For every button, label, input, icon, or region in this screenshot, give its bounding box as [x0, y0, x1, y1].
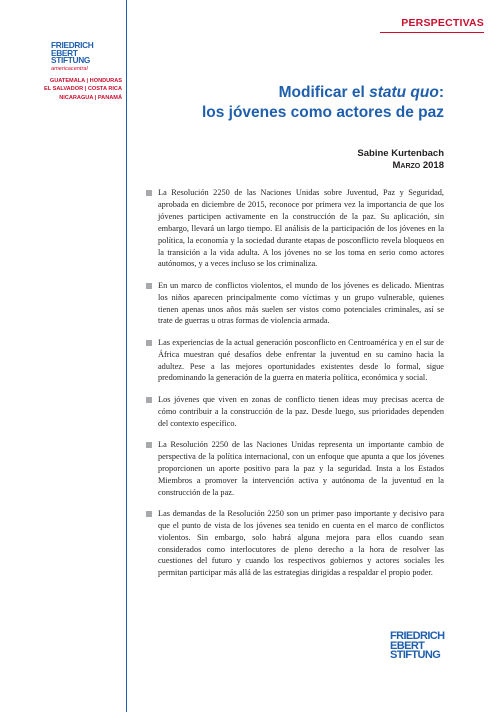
title-italic: statu quo [369, 84, 439, 101]
summary-paragraph [146, 337, 444, 385]
fes-logo-side [51, 42, 123, 72]
square-bullet-icon [146, 511, 152, 517]
bottom-logo-line-3: STIFTUNG [390, 649, 441, 662]
square-bullet-icon [146, 442, 152, 448]
title-line-2: los jóvenes como actores de paz [201, 104, 444, 121]
bottom-logo-line-2: EBERT [390, 639, 425, 652]
title-line-1 [180, 83, 444, 103]
date-month: Marzo [392, 160, 421, 171]
bottom-logo-line-1: FRIEDRICH [390, 630, 445, 642]
logo-line-1: FRIEDRICH [51, 40, 94, 50]
vertical-divider [126, 0, 127, 712]
summary-paragraph [146, 439, 444, 499]
summary-paragraph [146, 508, 444, 579]
paragraph-text: Los jóvenes que viven en zonas de conflicto tienen ideas muy precisas acerca de cómo contribuir a la construcción de la paz. Desde luego, sus prioridades dependen del contexto específico. [158, 394, 444, 428]
logo-line-2: EBERT [51, 47, 78, 58]
date-year: 2018 [422, 160, 444, 171]
author-name: Sabine Kurtenbach [357, 148, 444, 159]
square-bullet-icon [146, 283, 152, 289]
country-line-3: NICARAGUA | PANAMÁ [59, 94, 122, 101]
paragraph-text: La Resolución 2250 de las Naciones Unidas representa un importante cambio de perspectiva de la política internacional, con un enfoque que apunta a que los jóvenes proporcionen un aporte positivo para la paz y la seguridad. Insta a los Estados Miembros a promover la intervención activa y autónoma de la juventud en la construcción de la paz. [158, 439, 444, 497]
fes-logo-bottom [390, 632, 450, 661]
country-list [36, 77, 122, 102]
title-prefix: Modificar el [278, 84, 370, 101]
summary-paragraph [146, 280, 444, 328]
summary-paragraph [146, 187, 444, 270]
document-title [180, 83, 444, 123]
series-underline [380, 32, 484, 33]
summary-paragraph [146, 394, 444, 430]
fes-wordmark [51, 42, 123, 65]
publication-date [250, 160, 444, 171]
square-bullet-icon [146, 190, 152, 196]
square-bullet-icon [146, 340, 152, 346]
series-label: PERSPECTIVAS [401, 17, 484, 29]
country-line-1: GUATEMALA | HONDURAS [49, 78, 122, 84]
square-bullet-icon [146, 397, 152, 403]
country-line-2: EL SALVADOR | COSTA RICA [43, 86, 122, 93]
logo-line-3: STIFTUNG [51, 55, 91, 66]
title-suffix: : [438, 84, 444, 101]
paragraph-text: Las demandas de la Resolución 2250 son un primer paso importante y decisivo para que el punto de vista de los jóvenes sea tenido en cuenta en el marco de conflictos violentos. Sin embargo, solo habrá alguna mejora para ellos cuando sean considerados como interlocutores de pleno derecho a la hora de resolver las cuestiones del futuro y cuando los respectivos gobiernos y actores sociales les permitan participar más allá de las estrategias dirigidas a respaldar el propio poder. [158, 508, 444, 578]
summary-paragraphs [146, 187, 444, 589]
paragraph-text: Las experiencias de la actual generación posconflicto en Centroamérica y en el sur de África muestran qué desafíos debe enfrentar la juventud en su camino hacia la adultez. Pese a las mejores oportunidades existentes desde lo formal, sigue predominando la generación de la guerra en materia política, económica y social. [158, 337, 444, 383]
paragraph-text: La Resolución 2250 de las Naciones Unidas sobre Juventud, Paz y Seguridad, aprobada en diciembre de 2015, reconoce por primera vez la importancia de que los jóvenes participen activamente en la construcción de la paz. Su aplicación, sin embargo, llevará un largo tiempo. El análisis de la participación de los jóvenes en la política, la economía y la sociedad durante etapas de posconflicto revela bloqueos en la transición a la vida adulta. A los jóvenes no se los toma en serio como actores autónomos, y a veces incluso se los criminaliza. [158, 188, 444, 269]
paragraph-text: En un marco de conflictos violentos, el mundo de los jóvenes es delicado. Mientras los niños aparecen principalmente como víctimas y un grupo vulnerable, quienes tienen apenas unos años más suelen ser vistos como potenciales criminales, así se trate de guerras u otras formas de violencia armada. [158, 280, 444, 326]
logo-subtitle: americacentral [51, 65, 88, 72]
